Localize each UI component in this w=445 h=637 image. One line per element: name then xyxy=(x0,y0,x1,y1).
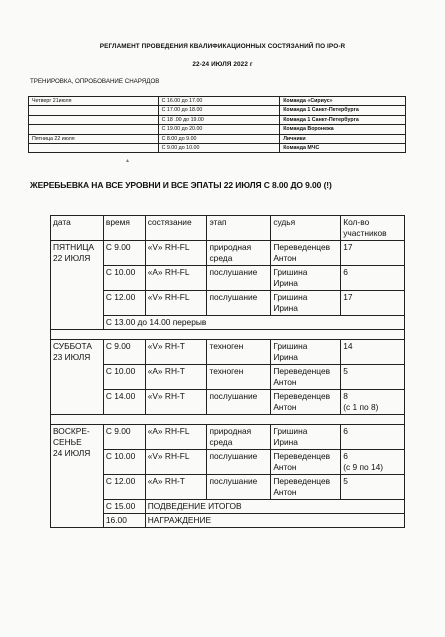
cell-judge: Переведенцев Антон xyxy=(271,390,341,415)
training-team: Команда Воронежа xyxy=(280,125,406,134)
cell-competition: «V» RH-T xyxy=(145,390,207,415)
cell-competition: «A» RH-T xyxy=(145,365,207,390)
scan-mark: ▴ xyxy=(126,158,130,164)
cell-count: 5 xyxy=(341,365,405,390)
table-row xyxy=(51,291,405,316)
day-cell-sunday: ВОСКРЕ- СЕНЬЕ 24 ИЮЛЯ xyxy=(51,425,104,528)
cell-stage: послушание xyxy=(207,266,271,291)
cell-judge: Переведенцев Антон xyxy=(271,450,341,475)
header-date: дата xyxy=(51,216,104,241)
table-row xyxy=(29,115,406,124)
cell-judge: Переведенцев Антон xyxy=(271,241,341,266)
cell-time: С 9.00 xyxy=(103,425,145,450)
table-row xyxy=(51,425,405,450)
cell-count: 17 xyxy=(341,291,405,316)
header-time: время xyxy=(103,216,145,241)
training-day: Четверг 21июля xyxy=(29,97,159,106)
cell-count: 6 xyxy=(341,266,405,291)
training-team: Команда 1 Санкт-Петербурга xyxy=(280,115,406,124)
table-row xyxy=(51,241,405,266)
cell-time: С 9.00 xyxy=(103,340,145,365)
cell-time: С 10.00 xyxy=(103,365,145,390)
cell-time: С 10.00 xyxy=(103,450,145,475)
cell-time: С 12.00 xyxy=(103,475,145,500)
cell-stage: техноген xyxy=(207,340,271,365)
cell-competition: «A» RH-FL xyxy=(145,266,207,291)
cell-time: 16.00 xyxy=(103,514,145,528)
day-cell-saturday: СУББОТА 23 ИЮЛЯ xyxy=(51,340,104,415)
header-competition: состязание xyxy=(145,216,207,241)
training-team: Команда МЧС xyxy=(280,144,406,153)
table-row xyxy=(51,475,405,500)
cell-competition: «V» RH-FL xyxy=(145,291,207,316)
table-row xyxy=(29,97,406,106)
training-time: С 16.00 до 17.00 xyxy=(158,97,280,106)
table-row xyxy=(51,500,405,514)
table-row xyxy=(51,316,405,330)
cell-stage: природная среда xyxy=(207,241,271,266)
table-row xyxy=(51,266,405,291)
training-team: Команда 1 Санкт-Петербурга xyxy=(280,106,406,115)
training-time: С 19.00 до 20.00 xyxy=(158,125,280,134)
cell-count: 17 xyxy=(341,241,405,266)
document-title: РЕГЛАМЕНТ ПРОВЕДЕНИЯ КВАЛИФИКАЦИОННЫХ СОСТЯЗАНИЙ ПО IPO-R xyxy=(99,43,346,50)
cell-count: 5 xyxy=(341,475,405,500)
training-time: С 9.00 до 10.00 xyxy=(158,144,280,153)
cell-competition: «V» RH-FL xyxy=(145,241,207,266)
cell-competition: «A» RH-T xyxy=(145,475,207,500)
award-cell: НАГРАЖДЕНИЕ xyxy=(145,514,404,528)
cell-judge: Гришина Ирина xyxy=(271,291,341,316)
training-team: Команда «Сириус» xyxy=(280,97,406,106)
cell-stage: природная среда xyxy=(207,425,271,450)
training-time: С 17.00 до 18.00 xyxy=(158,106,280,115)
table-row xyxy=(51,365,405,390)
cell-time: С 12.00 xyxy=(103,291,145,316)
cell-count: 14 xyxy=(341,340,405,365)
header-count: Кол-во участников xyxy=(341,216,405,241)
header-stage: этап xyxy=(207,216,271,241)
document-dates: 22-24 ИЮЛЯ 2022 г xyxy=(192,61,253,68)
table-row xyxy=(51,390,405,415)
table-row xyxy=(51,514,405,528)
training-time: С 8.00 до 9.00 xyxy=(158,134,280,143)
header-judge: судья xyxy=(271,216,341,241)
cell-time: С 9.00 xyxy=(103,241,145,266)
training-time: С 18 .00 до 19.00 xyxy=(158,115,280,124)
training-table xyxy=(28,96,406,153)
day-cell-friday: ПЯТНИЦА 22 ИЮЛЯ xyxy=(51,241,104,330)
cell-judge: Гришина Ирина xyxy=(271,340,341,365)
training-section-heading: ТРЕНИРОВКА, ОПРОБОВАНИЕ СНАРЯДОВ xyxy=(30,78,160,85)
cell-stage: послушание xyxy=(207,291,271,316)
draw-announcement: ЖЕРЕБЬЕВКА НА ВСЕ УРОВНИ И ВСЕ ЭПАТЫ 22 ИЮЛЯ С 8.00 ДО 9.00 (!) xyxy=(30,180,332,190)
cell-time: С 14.00 xyxy=(103,390,145,415)
table-row xyxy=(29,106,406,115)
cell-stage: послушание xyxy=(207,475,271,500)
cell-count: 6 (с 9 по 14) xyxy=(341,450,405,475)
cell-judge: Переведенцев Антон xyxy=(271,475,341,500)
training-day: Пятница 22 июля xyxy=(29,134,159,143)
competition-schedule-table xyxy=(50,215,405,528)
table-row xyxy=(29,134,406,143)
table-header-row xyxy=(51,216,405,241)
cell-judge: Переведенцев Антон xyxy=(271,365,341,390)
cell-stage: послушание xyxy=(207,390,271,415)
table-row xyxy=(51,340,405,365)
cell-judge: Гришина Ирина xyxy=(271,266,341,291)
cell-count: 8 (с 1 по 8) xyxy=(341,390,405,415)
table-row xyxy=(51,450,405,475)
cell-stage: послушание xyxy=(207,450,271,475)
break-cell: С 13.00 до 14.00 перерыв xyxy=(103,316,404,330)
cell-stage: техноген xyxy=(207,365,271,390)
cell-time: С 15.00 xyxy=(103,500,145,514)
cell-count: 6 xyxy=(341,425,405,450)
cell-competition: «V» RH-T xyxy=(145,340,207,365)
training-team: Личники xyxy=(280,134,406,143)
cell-competition: «V» RH-FL xyxy=(145,450,207,475)
cell-competition: «A» RH-FL xyxy=(145,425,207,450)
cell-time: С 10.00 xyxy=(103,266,145,291)
table-row xyxy=(29,125,406,134)
summary-cell: ПОДВЕДЕНИЕ ИТОГОВ xyxy=(145,500,404,514)
table-row xyxy=(29,144,406,153)
cell-judge: Гришина Ирина xyxy=(271,425,341,450)
